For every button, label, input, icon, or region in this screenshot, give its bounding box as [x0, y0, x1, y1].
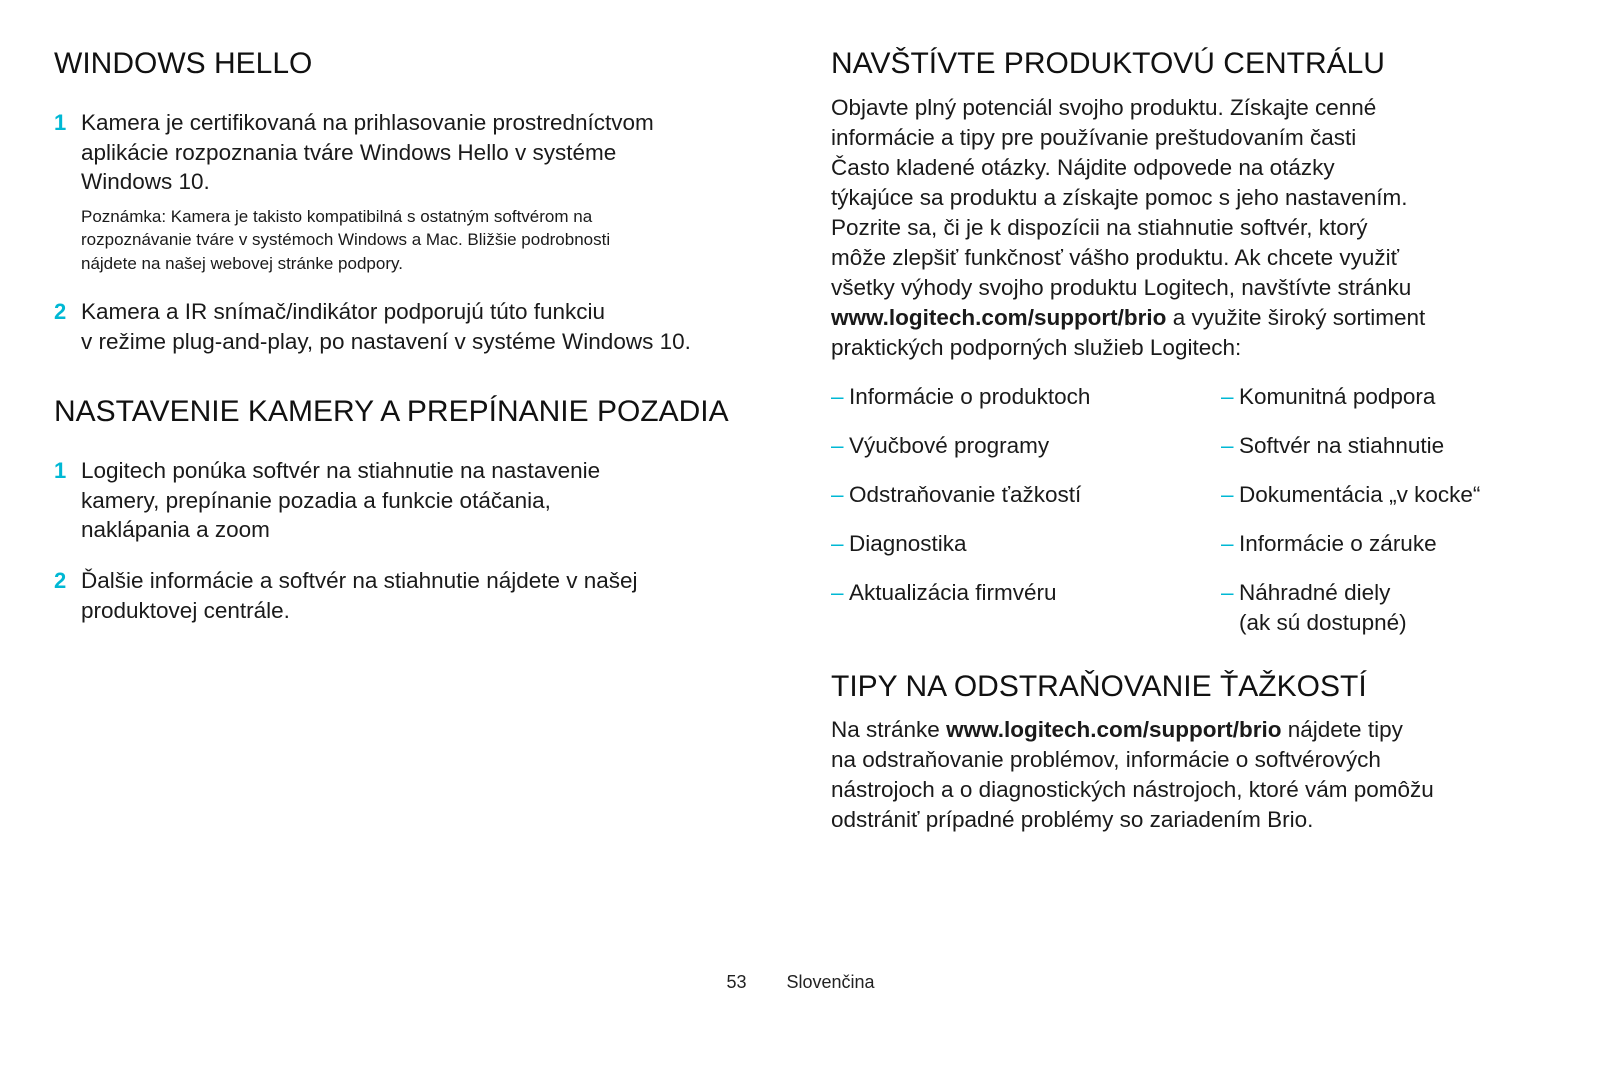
bullet-label: Výučbové programy [849, 433, 1050, 458]
bullet-label: Dokumentácia „v kocke“ [1239, 482, 1481, 507]
list-item [831, 578, 1057, 608]
dash-icon: – [831, 580, 844, 605]
paragraph-text: Objavte plný potenciál svojho produktu. Získajte cenné informácie a tipy pre používanie preštudovaním časti Často kladené otázky. Nájdite odpovede na otázky týkajúce sa produktu a získajte pomoc s jeho nastavením. Pozrite sa, či je k dispozícii na stiahnutie softvér, ktorý môže zlepšiť funkčnosť vášho produktu. Ak chcete využiť všetky výhody svojho produktu Logitech, navštívte stránku [831, 95, 1412, 300]
product-central-paragraph [831, 93, 1425, 363]
item-note: Poznámka: Kamera je takisto kompatibilná s ostatným softvérom na rozpoznávanie tváre v systémoch Windows a Mac. Bližšie podrobnosti nájdete na našej webovej stránke podpory. [81, 206, 611, 273]
list-item [1221, 578, 1407, 638]
bullet-label: Informácie o produktoch [849, 384, 1091, 409]
paragraph-text: a využite široký sortiment praktických podporných služieb Logitech: [831, 305, 1426, 360]
item-text: Logitech ponúka softvér na stiahnutie na nastavenie kamery, prepínanie pozadia a funkcie otáčania, naklápania a zoom [81, 458, 601, 542]
list-item [54, 297, 794, 356]
dash-icon: – [831, 531, 844, 556]
bullet-label: Diagnostika [849, 531, 967, 556]
dash-icon: – [831, 384, 844, 409]
list-item [831, 382, 1090, 412]
dash-icon: – [1221, 433, 1234, 458]
section-title-windows-hello: WINDOWS HELLO [54, 47, 313, 80]
dash-icon: – [831, 482, 844, 507]
item-text: Kamera a IR snímač/indikátor podporujú túto funkciu v režime plug-and-play, po nastavení v systéme Windows 10. [81, 299, 691, 354]
bullet-label: Softvér na stiahnutie [1239, 433, 1445, 458]
item-number: 1 [54, 110, 67, 135]
list-item [54, 456, 794, 545]
dash-icon: – [831, 433, 844, 458]
list-item [1221, 480, 1480, 510]
dash-icon: – [1221, 384, 1234, 409]
section-title-camera-setup: NASTAVENIE KAMERY A PREPÍNANIE POZADIA [54, 395, 729, 428]
paragraph-text: nájdete tipy na odstraňovanie problémov, informácie o softvérových nástrojoch a o diagnostických nástrojoch, ktoré vám pomôžu odstrániť prípadné problémy so zariadením Brio. [831, 717, 1434, 832]
item-text: Ďalšie informácie a softvér na stiahnutie nájdete v našej produktovej centrále. [81, 568, 638, 623]
page-footer [0, 972, 1601, 993]
dash-icon: – [1221, 482, 1234, 507]
list-item [831, 529, 967, 559]
list-item [54, 108, 794, 275]
list-item [54, 566, 794, 625]
section-title-troubleshooting: TIPY NA ODSTRAŇOVANIE ŤAŽKOSTÍ [831, 670, 1367, 703]
bullet-label: Aktualizácia firmvéru [849, 580, 1057, 605]
bullet-label: Informácie o záruke [1239, 531, 1437, 556]
item-number: 2 [54, 299, 67, 324]
bullet-label: Odstraňovanie ťažkostí [849, 482, 1082, 507]
item-number: 2 [54, 568, 67, 593]
bullet-label: Komunitná podpora [1239, 384, 1436, 409]
dash-icon: – [1221, 580, 1234, 605]
list-item [831, 431, 1049, 461]
support-link[interactable]: www.logitech.com/support/brio [946, 717, 1282, 742]
support-link[interactable]: www.logitech.com/support/brio [831, 305, 1167, 330]
troubleshooting-paragraph [831, 715, 1434, 835]
paragraph-text: Na stránke [831, 717, 947, 742]
item-text: Kamera je certifikovaná na prihlasovanie prostredníctvom aplikácie rozpoznania tváre Windows Hello v systéme Windows 10. [81, 110, 654, 194]
dash-icon: – [1221, 531, 1234, 556]
section-title-product-central: NAVŠTÍVTE PRODUKTOVÚ CENTRÁLU [831, 47, 1385, 80]
list-item [1221, 529, 1437, 559]
list-item [1221, 431, 1444, 461]
list-item [1221, 382, 1435, 412]
page-number: 53 [726, 972, 747, 992]
footer-language: Slovenčina [786, 972, 875, 992]
list-item [831, 480, 1081, 510]
bullet-label: Náhradné diely (ak sú dostupné) [1239, 580, 1407, 635]
item-number: 1 [54, 458, 67, 483]
